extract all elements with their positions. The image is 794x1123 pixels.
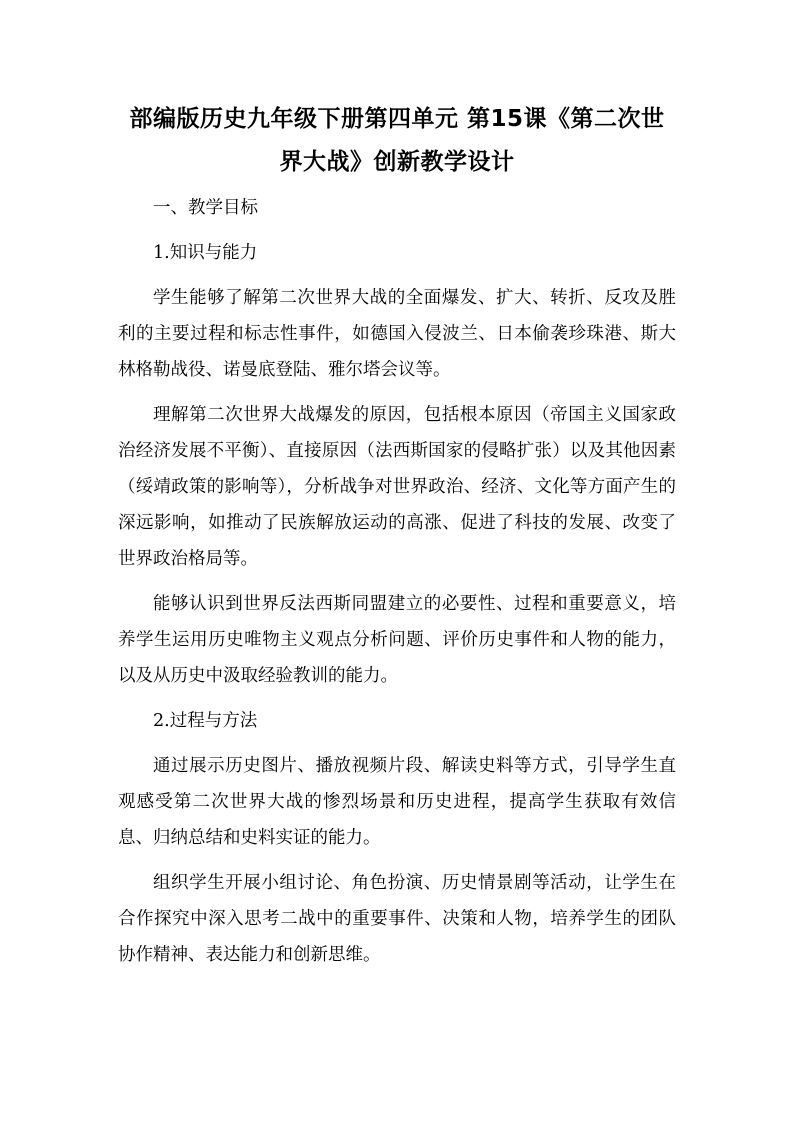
paragraph-2: 理解第二次世界大战爆发的原因，包括根本原因（帝国主义国家政治经济发展不平衡）、直接原因（法西斯国家的侵略扩张）以及其他因素（绥靖政策的影响等），分析战争对世界政治、经济、文化等方面产生的深远影响，如推动了民族解放运动的高涨、促进了科技的发展、改变了世界政治格局等。	[118, 405, 676, 569]
document-title: 部编版历史九年级下册第四单元 第15课《第二次世界大战》创新教学设计	[129, 106, 665, 175]
paragraph-5: 组织学生开展小组讨论、角色扮演、历史情景剧等活动，让学生在合作探究中深入思考二战中的重要事件、决策和人物，培养学生的团队协作精神、表达能力和创新思维。	[118, 873, 676, 965]
subsection-heading-process-method: 2.过程与方法	[153, 711, 258, 731]
paragraph-1: 学生能够了解第二次世界大战的全面爆发、扩大、转折、反攻及胜利的主要过程和标志性事件，如德国入侵波兰、日本偷袭珍珠港、斯大林格勒战役、诺曼底登陆、雅尔塔会议等。	[118, 288, 676, 380]
subsection-heading-knowledge-ability: 1.知识与能力	[153, 243, 258, 263]
section-heading-teaching-goals: 一、教学目标	[153, 198, 258, 218]
paragraph-3: 能够认识到世界反法西斯同盟建立的必要性、过程和重要意义，培养学生运用历史唯物主义观点分析问题、评价历史事件和人物的能力，以及从历史中汲取经验教训的能力。	[118, 594, 676, 686]
paragraph-4: 通过展示历史图片、播放视频片段、解读史料等方式，引导学生直观感受第二次世界大战的惨烈场景和历史进程，提高学生获取有效信息、归纳总结和史料实证的能力。	[118, 756, 676, 848]
document-body	[118, 190, 676, 973]
